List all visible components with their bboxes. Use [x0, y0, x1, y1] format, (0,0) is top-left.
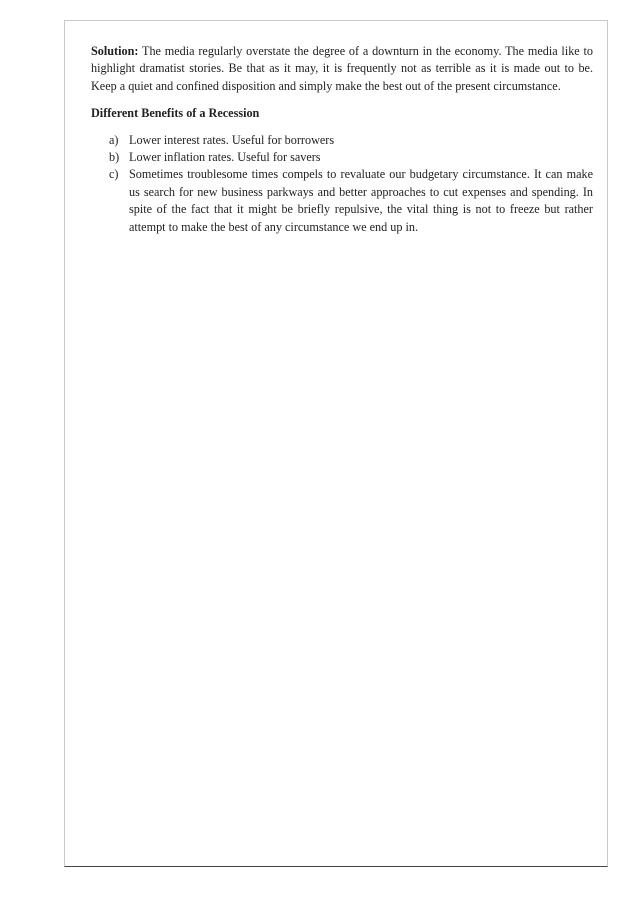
solution-paragraph: [91, 43, 593, 95]
list-item: [91, 132, 593, 149]
section-heading: Different Benefits of a Recession: [91, 106, 260, 121]
list-marker: a): [109, 132, 119, 147]
solution-lead: Solution:: [91, 44, 139, 58]
list-item-text: Sometimes troublesome times compels to revaluate our budgetary circumstance. It can make us search for new business parkways and better approaches to cut expenses and spending. In spite of the fact that it might be briefly repulsive, the vital thing is not to freeze but rather attempt to make the best of any circumstance we end up in.: [129, 167, 593, 234]
list-item: [91, 149, 593, 166]
benefits-list: [91, 132, 593, 236]
list-item-text: Lower inflation rates. Useful for savers: [129, 150, 321, 165]
document-body: [91, 43, 593, 236]
list-item-text: Lower interest rates. Useful for borrowers: [129, 132, 335, 147]
list-item: [91, 166, 593, 236]
list-marker: b): [109, 150, 120, 165]
list-marker: c): [109, 167, 119, 182]
solution-text: The media regularly overstate the degree of a downturn in the economy. The media like to highlight dramatist stories. Be that as it may, it is frequently not as terrible as it is made out to be. Keep a quiet and confined disposition and simply make the best out of the present circumstance.: [91, 44, 593, 93]
